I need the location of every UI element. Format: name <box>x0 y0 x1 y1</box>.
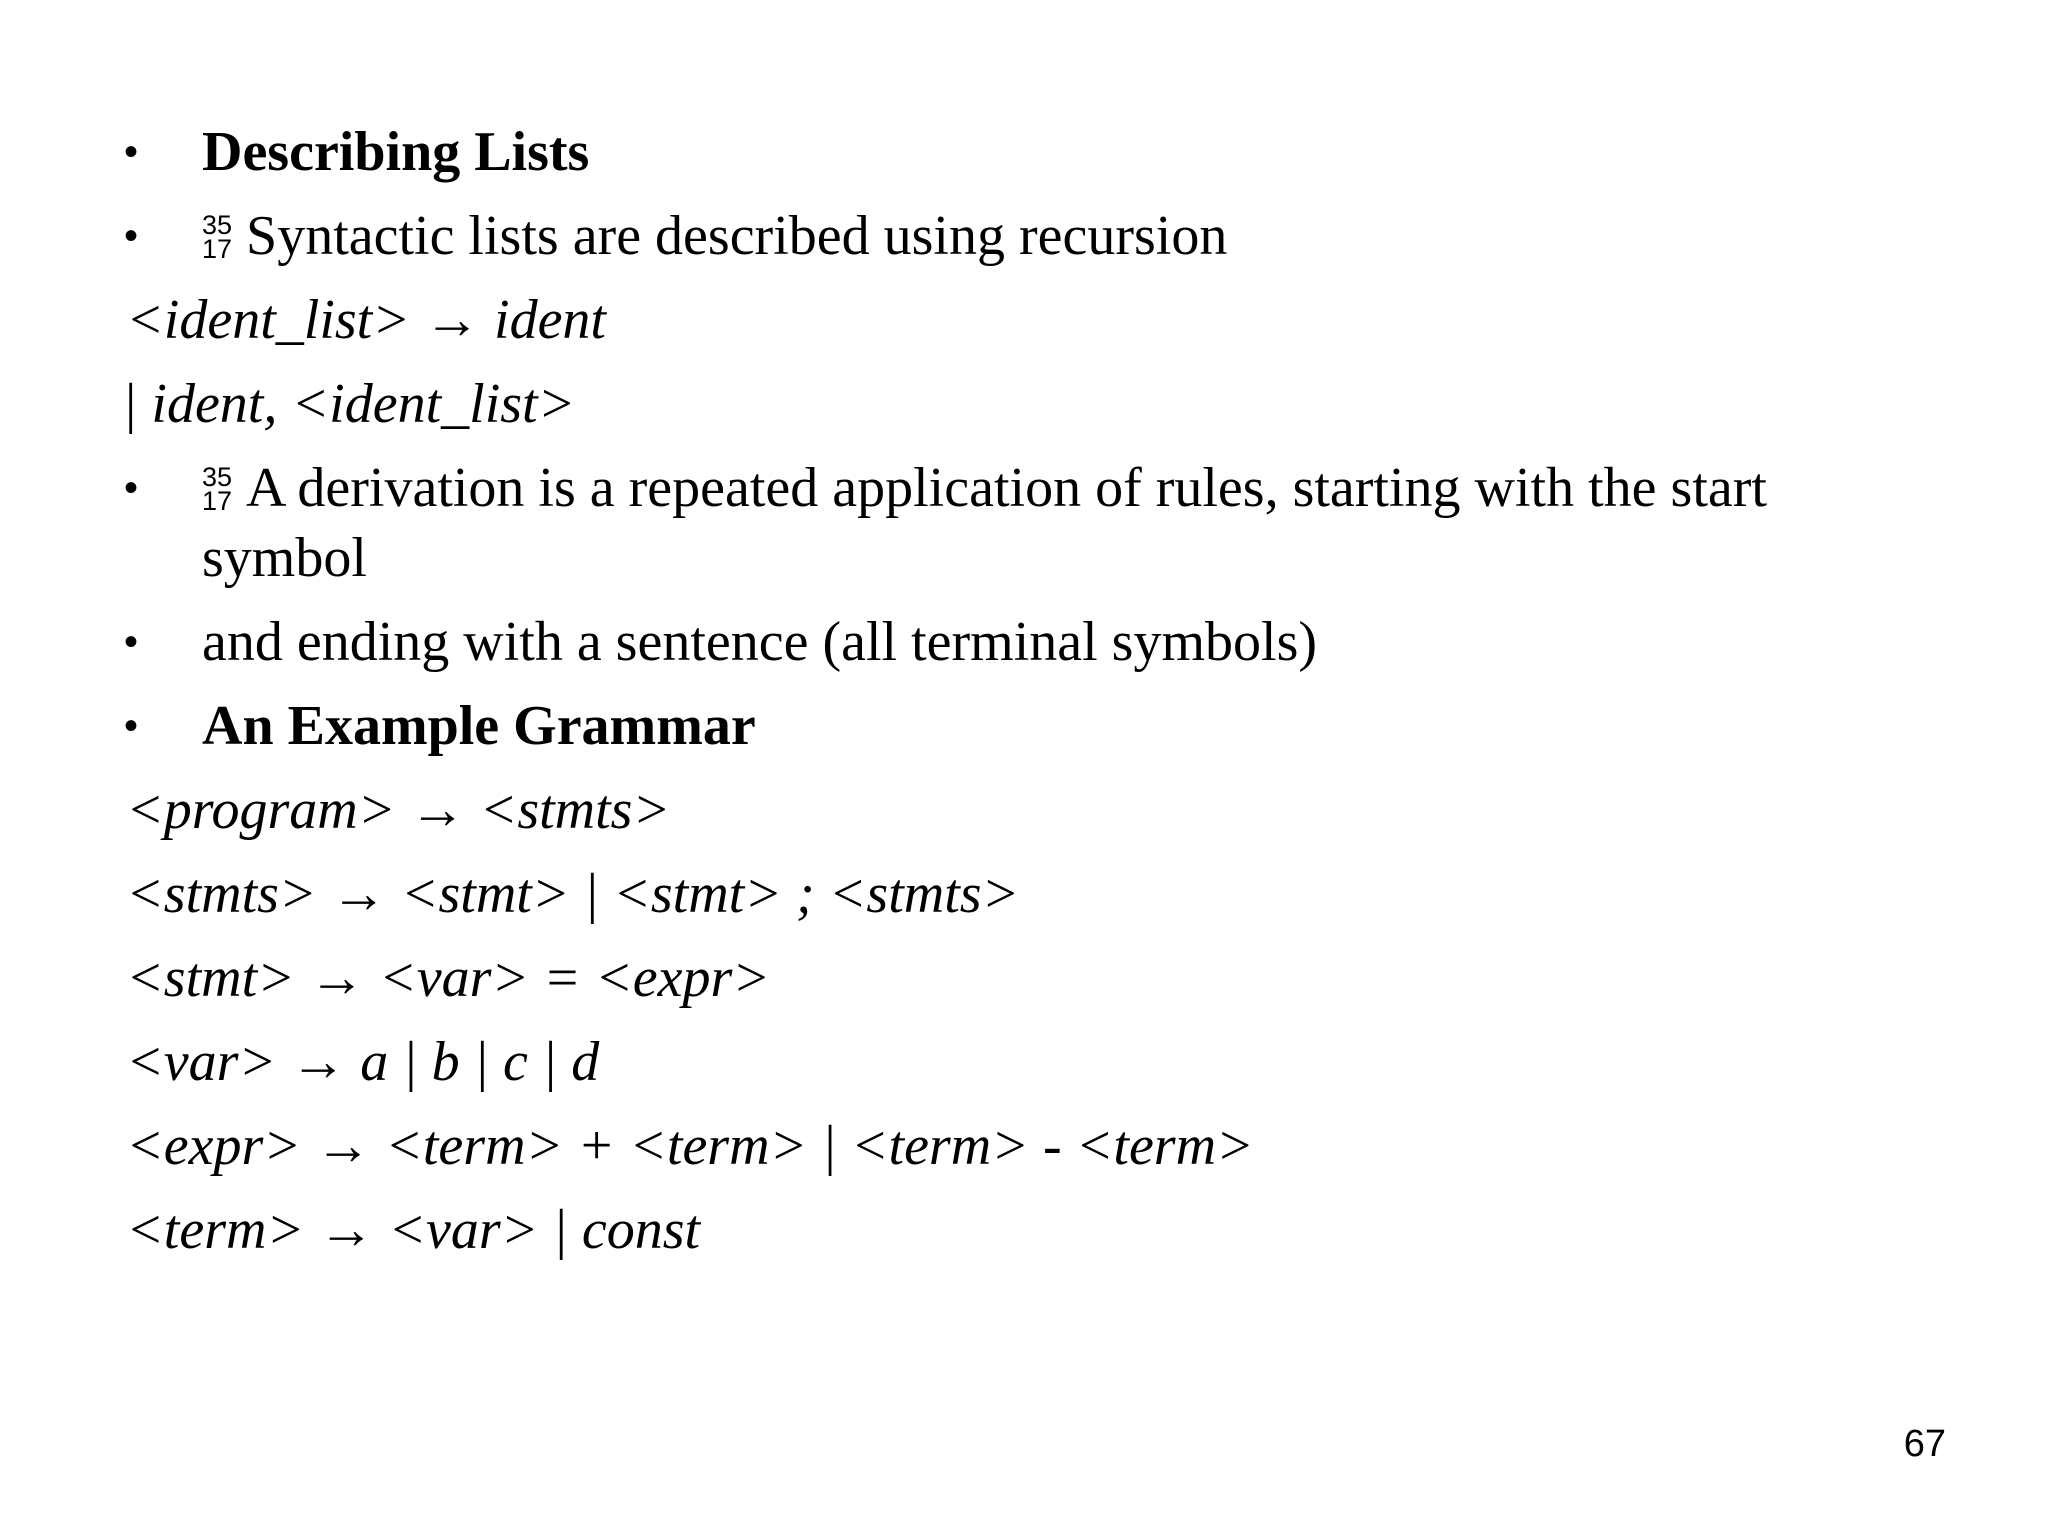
rule-ident-list: <ident_list> → ident <box>126 289 606 351</box>
bullet-derivation <box>202 456 1767 520</box>
grammar-rule-stmt: <stmt> → <var> = <expr> <box>126 947 771 1009</box>
bullet-text-line1: A derivation is a repeated application of rules, starting with the start <box>246 457 1767 519</box>
bullet-syntactic-lists <box>202 204 1227 268</box>
grammar-rule-term: <term> → <var> | const <box>126 1199 701 1261</box>
bullet-dot: • <box>124 466 139 510</box>
grammar-rule-program: <program> → <stmts> <box>126 779 671 841</box>
bullet-derivation-line2: symbol <box>202 527 367 589</box>
bullet-dot: • <box>124 620 139 664</box>
rule-ident-list-alt: | ident, <ident_list> <box>122 373 576 435</box>
grammar-rule-expr: <expr> → <term> + <term> | <term> - <term> <box>126 1115 1254 1177</box>
bullet-dot: • <box>124 704 139 748</box>
bullet-dot: • <box>124 130 139 174</box>
grammar-rule-stmts: <stmts> → <stmt> | <stmt> ; <stmts> <box>126 863 1020 925</box>
bullet-dot: • <box>124 214 139 258</box>
bullet-ending-sentence: and ending with a sentence (all terminal symbols) <box>202 611 1318 673</box>
fraction-glyph: 35 17 <box>202 462 233 517</box>
grammar-rule-var: <var> → a | b | c | d <box>126 1031 600 1093</box>
heading-describing-lists: Describing Lists <box>202 121 590 183</box>
page-number: 67 <box>1903 1423 1946 1465</box>
heading-example-grammar: An Example Grammar <box>202 695 756 757</box>
bullet-text: Syntactic lists are described using recursion <box>246 205 1228 267</box>
fraction-glyph: 35 17 <box>202 210 233 265</box>
